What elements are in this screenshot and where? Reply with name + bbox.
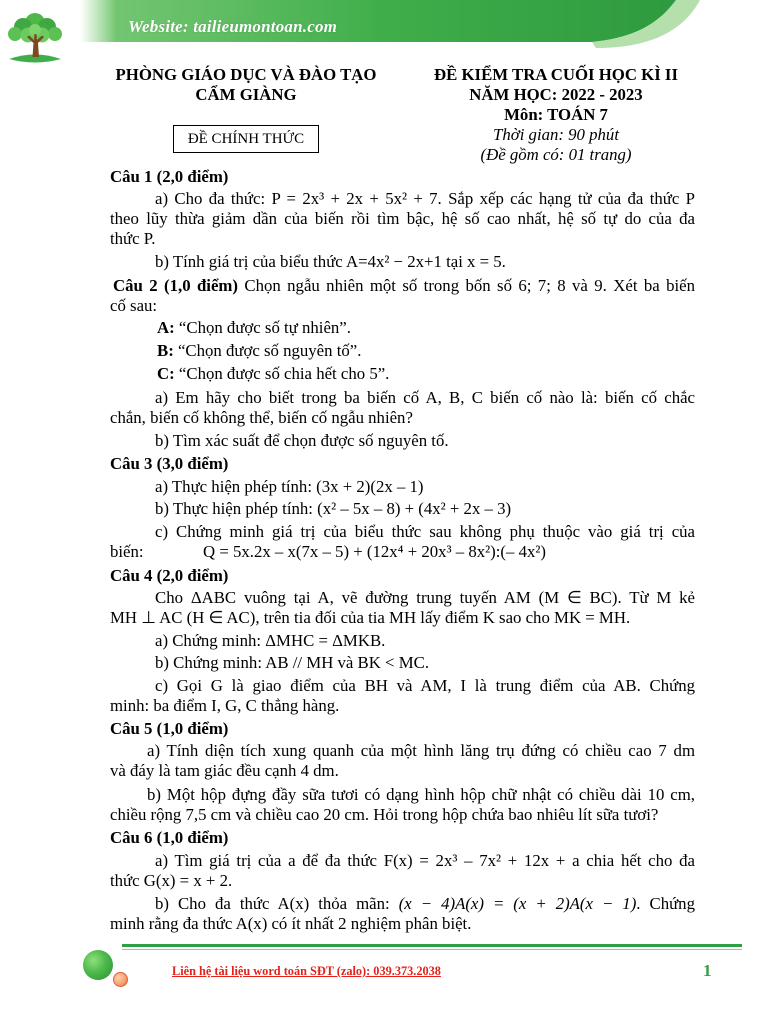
question-5a-line-1: a) Tính diện tích xung quanh của một hình lăng trụ đứng có chiều cao 7 dm [147,741,695,760]
tree-logo-icon [6,10,64,66]
exam-questions [110,167,695,934]
exam-page-count: (Đề gồm có: 01 trang) [480,145,632,164]
question-5b-line-1: b) Một hộp đựng đầy sữa tươi có dạng hình hộp chữ nhật có chiều dài 10 cm, [147,785,695,804]
question-6a-line-1: a) Tìm giá trị của a để đa thức F(x) = 2x³ – 7x² + 12x + a chia hết cho đa [155,851,695,870]
footer-divider [122,944,742,947]
footer-contact-link[interactable]: Liên hệ tài liệu word toán SĐT (zalo): 039.373.2038 [172,964,441,978]
event-a-label: A: [157,318,175,337]
question-6b-text: b) Cho đa thức A(x) thỏa mãn: [155,894,390,913]
question-6b-line-1 [110,894,695,914]
event-b-text: “Chọn được số nguyên tố”. [177,341,362,360]
event-c-text: “Chọn được số chia hết cho 5”. [178,364,390,383]
question-1a-line-3: thức P. [110,229,156,248]
question-6-heading: Câu 6 (1,0 điểm) [110,828,229,847]
question-2-line-1 [110,276,695,296]
event-b-row [110,341,695,361]
question-1a-line-2: theo lũy thừa giảm dần của biến rồi tìm bậc, hệ số cao nhất, hệ số tự do của đa [110,209,695,228]
page-number: 1 [703,961,712,980]
question-1-heading: Câu 1 (2,0 điểm) [110,167,229,186]
district-name: CẨM GIÀNG [195,85,297,104]
question-4c-line-1: c) Gọi G là giao điểm của BH và AM, I là trung điểm của AB. Chứng [155,676,695,695]
event-a-text: “Chọn được số tự nhiên”. [178,318,351,337]
header-banner [0,0,768,60]
question-3c-variable-label: biến: [110,542,144,561]
department-name: PHÒNG GIÁO DỤC VÀ ĐÀO TẠO [115,65,377,84]
question-2b-line: b) Tìm xác suất để chọn được số nguyên tố. [155,431,449,450]
question-3-heading: Câu 3 (3,0 điểm) [110,454,229,473]
question-1b-line: b) Tính giá trị của biểu thức A=4x² − 2x+1 tại x = 5. [155,252,506,271]
official-exam-badge: ĐỀ CHÍNH THỨC [173,125,319,153]
question-2a-line-2: chắn, biến cố không thể, biến cố ngẫu nhiên? [110,408,413,427]
event-c-row [110,364,695,384]
question-6a-line-2: thức G(x) = x + 2. [110,871,233,890]
question-5b-line-2: chiều rộng 7,5 cm và chiều cao 20 cm. Hỏi trong hộp chứa bao nhiêu lít sữa tươi? [110,805,659,824]
question-4a-line: a) Chứng minh: ΔMHC = ΔMKB. [155,631,386,650]
website-link: Website: tailieumontoan.com [128,17,338,36]
question-6b-line-2: minh rằng đa thức A(x) có ít nhất 2 nghiệm phân biệt. [110,914,472,933]
school-year: NĂM HỌC: 2022 - 2023 [469,85,643,104]
question-4-intro-line-2: MH ⊥ AC (H ∈ AC), trên tia đối của tia MH lấy điểm K sao cho MK = MH. [110,608,631,627]
event-b-label: B: [157,341,174,360]
footer-divider-thin [122,949,742,950]
question-5-heading: Câu 5 (1,0 điểm) [110,719,229,738]
question-1a-line-1: a) Cho đa thức: P = 2x³ + 2x + 5x² + 7. Sắp xếp các hạng tử của đa thức P [155,189,695,208]
question-3b-line: b) Thực hiện phép tính: (x² – 5x – 8) + (4x² + 2x – 3) [155,499,512,518]
question-4-intro-line-1: Cho ΔABC vuông tại A, vẽ đường trung tuyến AM (M ∈ BC). Từ M kẻ [155,588,695,607]
question-4-heading: Câu 4 (2,0 điểm) [110,566,229,585]
question-3c-formula: Q = 5x.2x – x(7x – 5) + (12x⁴ + 20x³ – 8x²):(– 4x²) [203,542,546,561]
event-a-row [110,318,695,338]
question-6b-formula: (x − 4)A(x) = (x + 2)A(x − 1) [398,894,637,913]
question-6b-tail: . Chứng [636,894,695,913]
question-3c-line-2 [110,542,695,562]
event-c-label: C: [157,364,175,383]
question-4b-line: b) Chứng minh: AB // MH và BK < MC. [155,653,430,672]
department-header [100,65,392,153]
question-5a-line-2: và đáy là tam giác đều cạnh 4 dm. [110,761,339,780]
question-2-intro-line-2: cố sau: [110,296,158,315]
question-3a-line: a) Thực hiện phép tính: (3x + 2)(2x – 1) [155,477,424,496]
green-circle-icon [83,950,113,980]
question-2-heading: Câu 2 (1,0 điểm) [113,276,238,295]
orange-circle-icon [113,972,128,987]
exam-duration: Thời gian: 90 phút [493,125,619,144]
question-2a-line-1: a) Em hãy cho biết trong ba biến cố A, B, C biến cố nào là: biến cố chắc [155,388,695,407]
exam-info-header [410,65,702,165]
question-2-intro-line-1: Chọn ngẫu nhiên một số trong bốn số 6; 7; 8 và 9. Xét ba biến [244,276,696,295]
question-3c-line-1: c) Chứng minh giá trị của biểu thức sau không phụ thuộc vào giá trị của [155,522,695,541]
exam-subject: Môn: TOÁN 7 [504,105,608,124]
exam-title: ĐỀ KIỂM TRA CUỐI HỌC KÌ II [434,65,678,84]
question-4c-line-2: minh: ba điểm I, G, C thẳng hàng. [110,696,340,715]
